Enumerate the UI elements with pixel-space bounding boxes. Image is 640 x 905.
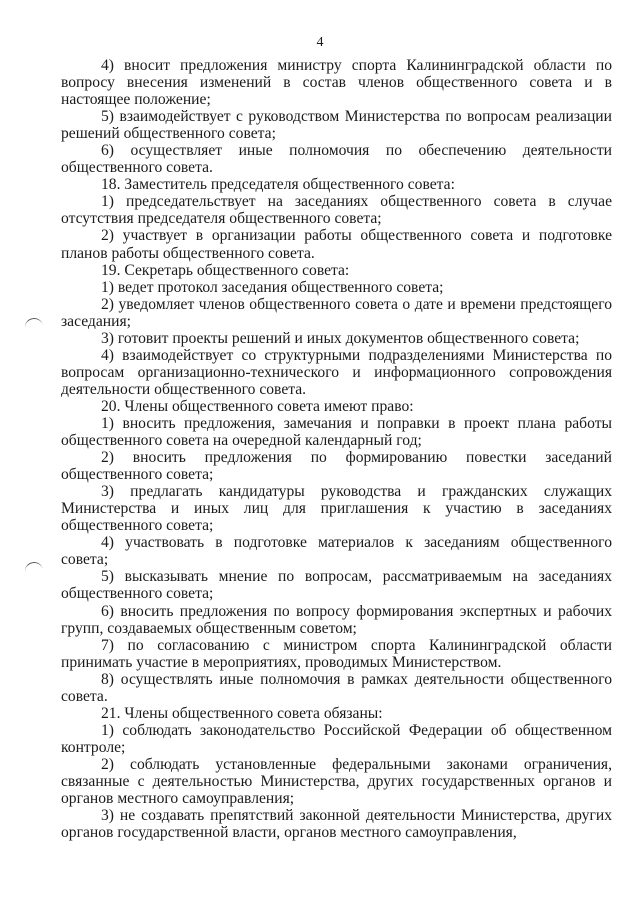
section-heading: 20. Члены общественного совета имеют право:	[101, 397, 414, 415]
paragraph: 2) соблюдать установленные федеральными законами ограничения, связанные с деятельностью Министерства, других государственных органов и органов местного самоуправления;	[61, 755, 612, 808]
paragraph: 4) вносит предложения министру спорта Калининградской области по вопросу внесения изменений в состав членов общественного совета и в настоящее положение;	[61, 57, 612, 109]
paragraph: 7) по согласованию с министром спорта Калининградской области принимать участие в мероприятиях, проводимых Министерством.	[61, 636, 612, 671]
paragraph: 2) уведомляет членов общественного совета о дате и времени предстоящего заседания;	[61, 295, 612, 330]
paragraph: 3) готовит проекты решений и иных документов общественного совета;	[101, 329, 580, 347]
paragraph: 4) взаимодействует со структурными подразделениями Министерства по вопросам организационно-технического и информационного сопровождения деятельности общественного совета.	[61, 346, 612, 398]
section-heading: 18. Заместитель председателя общественного совета:	[101, 176, 455, 194]
paragraph: 1) председательствует на заседаниях общественного совета в случае отсутствия председателя общественного совета;	[61, 193, 612, 228]
paragraph: 3) не создавать препятствий законной деятельности Министерства, других органов государственной власти, органов местного самоуправления,	[61, 807, 612, 842]
paragraph: 3) предлагать кандидатуры руководства и гражданских служащих Министерства и иных лиц для приглашения к участию в заседаниях общественного совета;	[61, 483, 612, 535]
page-number: 4	[316, 35, 324, 50]
document-body	[61, 57, 612, 841]
punch-hole-mark	[24, 317, 45, 338]
section-heading: 21. Члены общественного совета обязаны:	[101, 704, 383, 722]
paragraph: 2) участвует в организации работы общественного совета и подготовке планов работы общественного совета.	[61, 227, 612, 262]
paragraph: 1) соблюдать законодательство Российской Федерации об общественном контроле;	[61, 721, 612, 756]
punch-hole-mark	[24, 561, 45, 582]
paragraph: 1) ведет протокол заседания общественного совета;	[101, 278, 444, 296]
section-heading: 19. Секретарь общественного совета:	[101, 261, 350, 279]
paragraph: 5) взаимодействует с руководством Министерства по вопросам реализации решений общественного совета;	[61, 108, 612, 143]
paragraph: 6) осуществляет иные полномочия по обеспечению деятельности общественного совета.	[61, 142, 612, 177]
paragraph: 6) вносить предложения по вопросу формирования экспертных и рабочих групп, создаваемых общественным советом;	[61, 602, 612, 637]
paragraph: 2) вносить предложения по формированию повестки заседаний общественного совета;	[61, 449, 612, 484]
paragraph: 8) осуществлять иные полномочия в рамках деятельности общественного совета.	[61, 670, 612, 705]
paragraph: 4) участвовать в подготовке материалов к заседаниям общественного совета;	[61, 534, 612, 569]
paragraph: 5) высказывать мнение по вопросам, рассматриваемым на заседаниях общественного совета;	[61, 568, 612, 603]
paragraph: 1) вносить предложения, замечания и поправки в проект плана работы общественного совета на очередной календарный год;	[61, 414, 612, 450]
